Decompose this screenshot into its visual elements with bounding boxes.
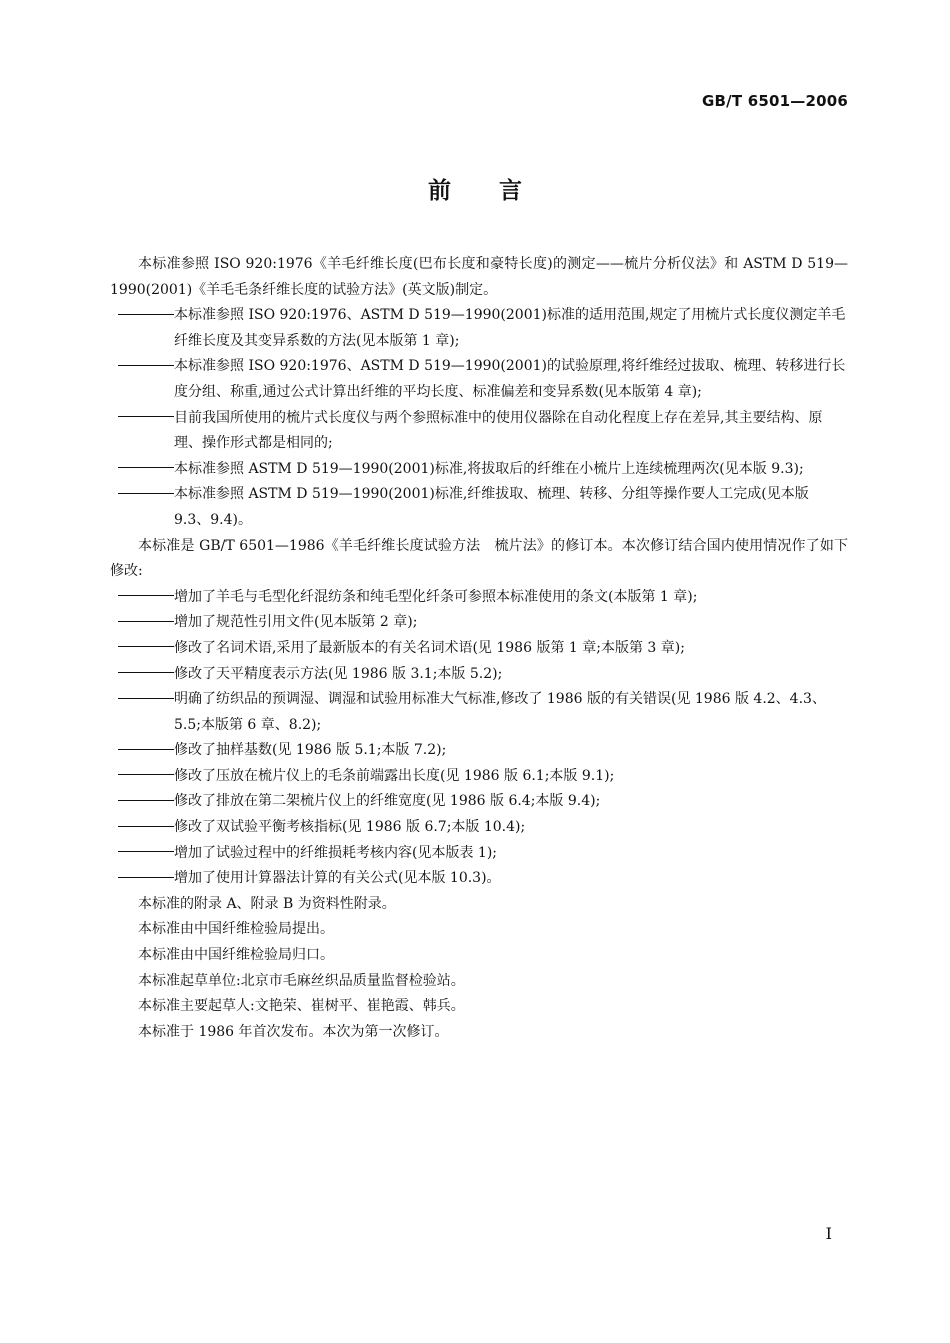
- dash-mark: [110, 585, 174, 611]
- dash-mark: [110, 687, 174, 713]
- dash-mark: [110, 662, 174, 688]
- reference-item: 本标准参照 ISO 920:1976、ASTM D 519—1990(2001)标准的适用范围,规定了用梳片式长度仪测定羊毛纤维长度及其变异系数的方法(见本版第 1 章);: [110, 303, 848, 354]
- reference-item: 本标准参照 ISO 920:1976、ASTM D 519—1990(2001)的试验原理,将纤维经过拔取、梳理、转移进行长度分组、称重,通过公式计算出纤维的平均长度、标准偏差和变异系数(见本版第 4 章);: [110, 354, 848, 405]
- dash-mark: [110, 482, 174, 508]
- closing-line: 本标准主要起草人:文艳荣、崔树平、崔艳霞、韩兵。: [138, 998, 465, 1015]
- dash-mark: [110, 457, 174, 483]
- closing-line: 本标准起草单位:北京市毛麻丝织品质量监督检验站。: [138, 972, 465, 989]
- dash-mark: [110, 303, 174, 329]
- revision-item: 增加了使用计算器法计算的有关公式(见本版 10.3)。: [110, 866, 848, 892]
- page-title: 前言: [428, 178, 570, 204]
- closing-line: 本标准由中国纤维检验局归口。: [138, 947, 334, 964]
- revision-item: 增加了规范性引用文件(见本版第 2 章);: [110, 610, 848, 636]
- revision-item: 修改了名词术语,采用了最新版本的有关名词术语(见 1986 版第 1 章;本版第 3 章);: [110, 636, 848, 662]
- reference-item: 本标准参照 ASTM D 519—1990(2001)标准,将拔取后的纤维在小梳片上连续梳理两次(见本版 9.3);: [110, 457, 848, 483]
- revision-item: 增加了羊毛与毛型化纤混纺条和纯毛型化纤条可参照本标准使用的条文(本版第 1 章);: [110, 585, 848, 611]
- page-number: I: [825, 1224, 832, 1243]
- revision-item: 修改了压放在梳片仪上的毛条前端露出长度(见 1986 版 6.1;本版 9.1);: [110, 764, 848, 790]
- dash-mark: [110, 789, 174, 815]
- foreword-body: [110, 252, 848, 1045]
- reference-item: 本标准参照 ASTM D 519—1990(2001)标准,纤维拔取、梳理、转移、分组等操作要人工完成(见本版 9.3、9.4)。: [110, 482, 848, 533]
- revision-item: 修改了天平精度表示方法(见 1986 版 3.1;本版 5.2);: [110, 662, 848, 688]
- dash-mark: [110, 406, 174, 432]
- standard-code: GB/T 6501—2006: [702, 92, 848, 110]
- dash-mark: [110, 610, 174, 636]
- closing-line: 本标准于 1986 年首次发布。本次为第一次修订。: [138, 1023, 449, 1040]
- intro-paragraph: 本标准参照 ISO 920:1976《羊毛纤维长度(巴布长度和豪特长度)的测定——梳片分析仪法》和 ASTM D 519—1990(2001)《羊毛毛条纤维长度的试验方法》(英文版)制定。: [110, 256, 848, 298]
- dash-mark: [110, 764, 174, 790]
- revision-item: 修改了双试验平衡考核指标(见 1986 版 6.7;本版 10.4);: [110, 815, 848, 841]
- dash-mark: [110, 738, 174, 764]
- revision-item: 明确了纺织品的预调湿、调湿和试验用标准大气标准,修改了 1986 版的有关错误(见 1986 版 4.2、4.3、5.5;本版第 6 章、8.2);: [110, 687, 848, 738]
- closing-line: 本标准的附录 A、附录 B 为资料性附录。: [138, 895, 396, 912]
- revision-item: 增加了试验过程中的纤维损耗考核内容(见本版表 1);: [110, 841, 848, 867]
- dash-mark: [110, 636, 174, 662]
- dash-mark: [110, 841, 174, 867]
- revision-item: 修改了抽样基数(见 1986 版 5.1;本版 7.2);: [110, 738, 848, 764]
- dash-mark: [110, 354, 174, 380]
- dash-mark: [110, 815, 174, 841]
- closing-line: 本标准由中国纤维检验局提出。: [138, 921, 334, 938]
- reference-item: 目前我国所使用的梳片式长度仪与两个参照标准中的使用仪器除在自动化程度上存在差异,其主要结构、原理、操作形式都是相同的;: [110, 406, 848, 457]
- revision-item: 修改了排放在第二架梳片仪上的纤维宽度(见 1986 版 6.4;本版 9.4);: [110, 789, 848, 815]
- revision-intro: 本标准是 GB/T 6501—1986《羊毛纤维长度试验方法 梳片法》的修订本。本次修订结合国内使用情况作了如下修改:: [110, 537, 848, 580]
- dash-mark: [110, 866, 174, 892]
